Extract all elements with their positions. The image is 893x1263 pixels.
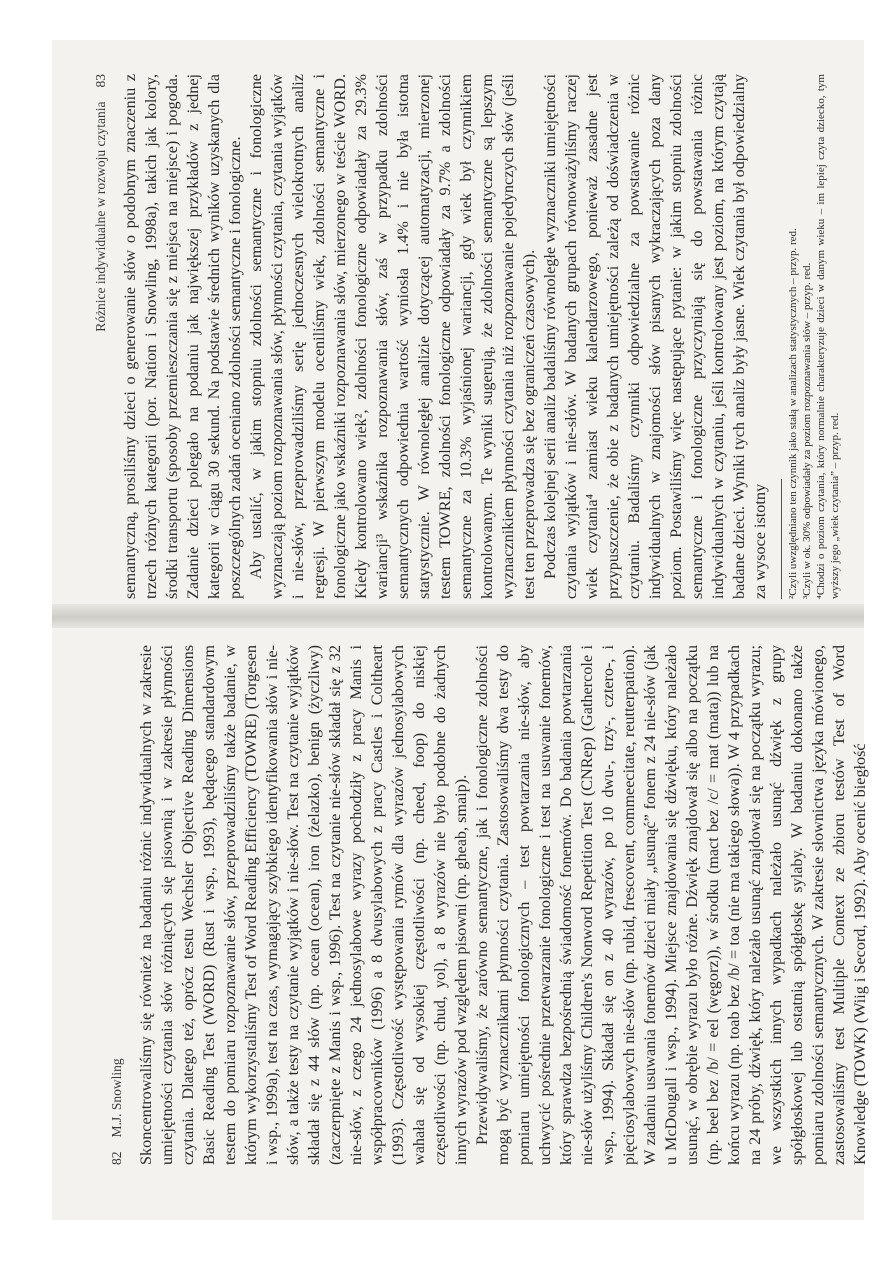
page-body [136, 645, 871, 1165]
paragraph: Skoncentrowaliśmy się również na badaniu różnic indywidualnych w zakresie umiejętności czytania słów różniących się pisownią i w zakresie płynności czytania. Dlatego też, oprócz testu Wechsler Objective Reading Dimensions Basic Reading Test (WORD) (Rust i wsp., 1993), będącego standardowym testem do pomiaru rozpoznawanie słów, przeprowadziliśmy także badanie, w którym wykorzystaliśmy Test of Word Reading Efficiency (TOWRE) (Torgesen i wsp., 1999a), test na czas, wymagający szybkiego identyfikowania słów i nie-słów, a także testy na czytanie wyjątków i nie-słów. Test na czytanie wyjątków składał się z 44 słów (np. ocean (ocean), iron (żelazko), benign (życzliwy) (zaczerpnięte z Manis i wsp., 1996). Test na czytanie nie-słów składał się z 32 nie-słów, z czego 24 jednosylabowe wyrazy pochodziły z pracy Manis i współpracowników (1996) a 8 dwusylabowych z pracy Castles i Coltheart (1993). Częstotliwość występowania rymów dla wyrazów jednosylabowych wahała się od wysokiej częstotliwości (np. cheed, foop) do niskiej częstotliwości (np. chud, yol), a 8 wyrazów nie było podobne do żadnych innych wyrazów pod względem pisowni (np. gheab, smaip). [137, 645, 470, 1165]
paragraph: Podczas kolejnej serii analiz badaliśmy równoległe wyznaczniki umiejętności czytania wyjątków i nie-słów. W badanych grupach równoważyliśmy raczej wiek czytania⁴ zamiast wieku kalendarzowego, ponieważ zasadne jest przypuszczenie, że obie z badanych umiejętności zależą od doświadczenia w czytaniu. Badaliśmy czynniki odpowiedzialne za powstawanie różnic indywidualnych w znajomości słów pisanych wykraczających poza dany poziom. Postawiliśmy więc następujące pytanie: w jakim stopniu zdolności semantyczne i fonologiczne przyczyniają się do powstawania różnic indywidualnych w czytaniu, jeśli kontrolowany jest poziom, na którym czytają badane dzieci. Wyniki tych analiz były jasne. Wiek czytania był odpowiedzialny za wysoce istotny [541, 74, 769, 599]
running-head-author: M.J. Snowling [109, 1058, 124, 1138]
running-header-left [108, 645, 128, 1165]
book-gutter [52, 604, 864, 628]
page-body [120, 74, 771, 599]
running-head-title: Różnice indywidualne w rozwoju czytania [93, 101, 108, 332]
paragraph: Aby ustalić, w jakim stopniu zdolności semantyczne i fonologiczne wyznaczają poziom rozpoznawania słów, płynności czytania, czytania wyjątków i nie-słów, przeprowadziliśmy serię jednoczesnych wielokrotnych analiz regresji. W pierwszym modelu oceniliśmy wiek, zdolności semantyczne i fonologiczne jako wskaźniki rozpoznawania słów, mierzonego w teście WORD. Kiedy kontrolowano wiek², zdolności fonologiczne odpowiadały za 29.3% wariancji³ wskaźnika rozpoznawania słów, zaś w przypadku zdolności semantycznych odpowiednia wartość wyniosła 1.4% i nie była istotna statystycznie. W równoległej analizie dotyczącej automatyzacji, mierzonej testem TOWRE, zdolności fonologiczne odpowiadały za 9.7% a zdolności semantyczne za 10.3% wyjaśnionej wariancji, gdy wiek był czynnikiem kontrolowanym. Te wyniki sugerują, że zdolności semantyczne są lepszym wyznacznikiem płynności czytania niż rozpoznawanie pojedynczych słów (jeśli test ten przeprowadza się bez ograniczeń czasowych). [247, 74, 538, 599]
page-82 [108, 645, 871, 1165]
footnote: ⁴Chodzi o poziom czytania, który normalnie charakteryzuje dzieci w danym wieku – im lepiej czyta dziecko, tym wyższy jego „wiek czytania” – przyp. red. [815, 74, 841, 599]
footnote: ²Czyli uwzględniano ten czynnik jako stałą w analizach statystycznych – przyp. red. [787, 228, 799, 599]
footnotes [786, 74, 842, 599]
paragraph: Przewidywaliśmy, że zarówno semantyczne, jak i fonologiczne zdolności mogą być wyznacznikami płynności czytania. Zastosowaliśmy dwa testy do pomiaru umiejętności fonologicznych – test powtarzania nie-słów, aby uchwycić pośrednie przetwarzanie fonologiczne i test na usuwanie fonemów, który sprawdza bezpośrednią świadomość fonemów. Do badania powtarzania nie-słów użyliśmy Children's Nonword Repetition Test (CNRep) (Gathercole i wsp., 1994). Składał się on z 40 wyrazów, po 10 dwu-, trzy-, cztero-, i pięciosylabowych nie-słów (np. rubid, frescovent, commeecitate, reutterpation). W zadaniu usuwania fonemów dzieci miały „usunąć” fonem z 24 nie-słów (jak u McDougall i wsp., 1994). Miejsce znajdowania się dźwięku, który należało usunąć, w obrębie wyrazu było różne. Dźwięk znajdował się albo na początku (np. beel bez /b/ = eel (węgorz)), w środku (mact bez /c/ = mat (mata)) lub na końcu wyrazu (np. toab bez /b/ = toa (nie ma takiego słowa)). W 4 przypadkach na 24 próby, dźwięk, który należało usunąć znajdował się na początku wyrazu; we wszystkich innych wypadkach należało usunąć dźwięk z grupy spółgłoskowej lub ostatnią spółgłoskę sylaby. W badaniu dokonano także pomiaru zdolności semantycznych. W zakresie słownictwa języka mówionego, zastosowaliśmy test Multiple Context ze zbioru testów Test of Word Knowledge (TOWK) (Wiig i Secord, 1992). Aby ocenić biegłość [473, 645, 869, 1165]
footnote-divider [781, 479, 782, 599]
page-number: 83 [93, 74, 108, 88]
running-header-right [92, 74, 112, 599]
paragraph: semantyczną, prosiliśmy dzieci o generowanie słów o podobnym znaczeniu z trzech różnych kategorii (por. Nation i Snowling, 1998a), takich jak kolory, środki transportu (sposoby przemieszczania się z miejsca na miejsce) i pogoda. Zadanie dzieci polegało na podaniu jak największej przykładów z jednej kategorii w ciągu 30 sekund. Na podstawie średnich wyników uzyskanych dla poszczególnych zadań oceniano zdolności semantyczne i fonologiczne. [121, 74, 244, 599]
footnote: ³Czyli w ok. 30% odpowiadały za poziom rozpoznawania słów – przyp. red. [801, 262, 813, 599]
page-83 [92, 74, 842, 599]
page-number: 82 [109, 1151, 124, 1165]
